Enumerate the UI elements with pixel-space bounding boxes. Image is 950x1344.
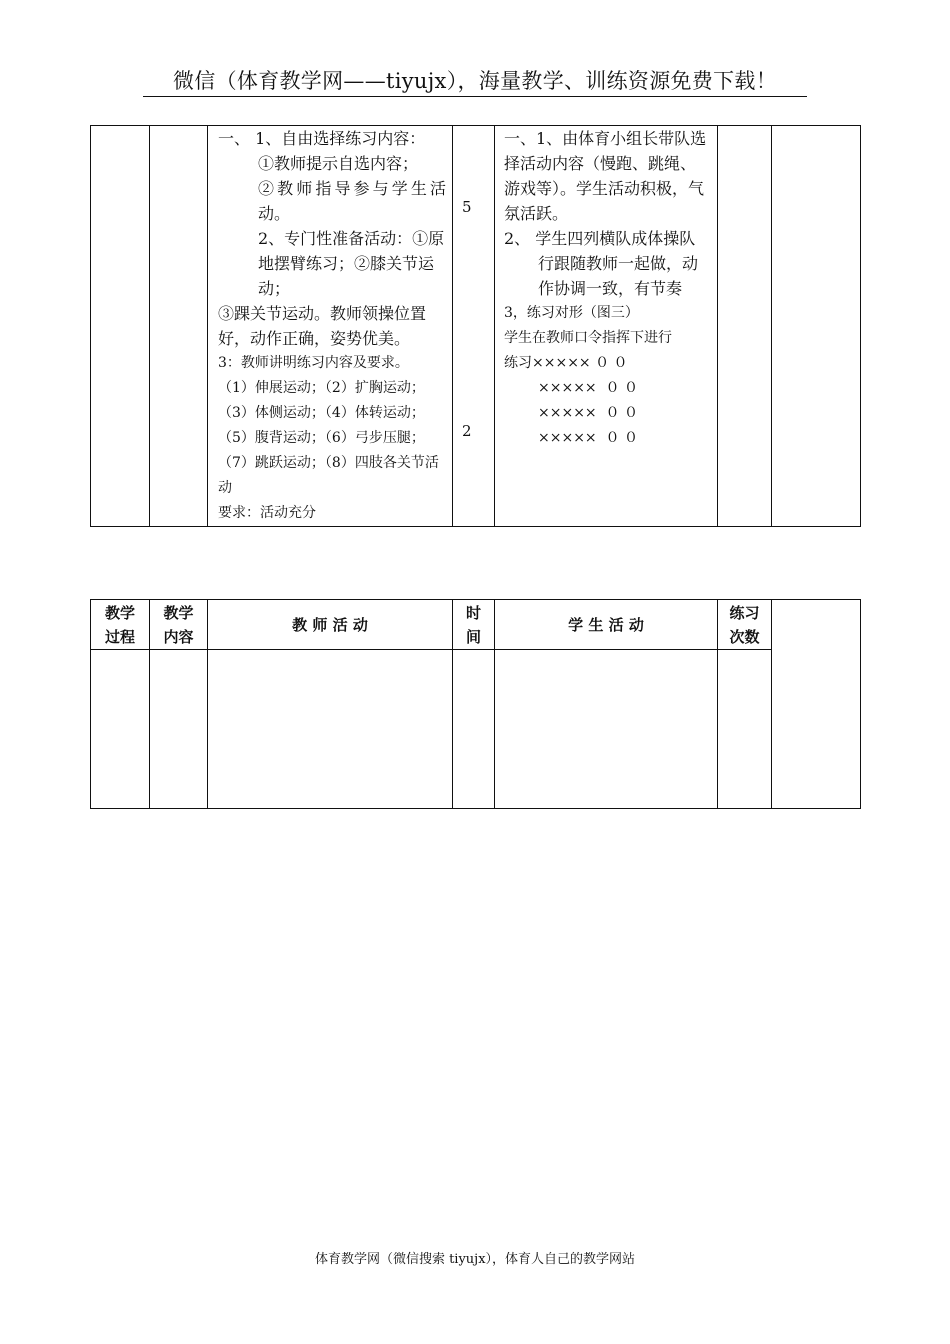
teacher-line: （1）伸展运动；（2）扩胸运动；	[218, 380, 425, 396]
teacher-line: ③踝关节运动。教师领操位置好，动作正确，姿势优美。	[218, 304, 427, 348]
teacher-line: 要求：活动充分	[218, 505, 316, 521]
lesson-table	[90, 599, 861, 809]
empty-cell	[208, 650, 453, 809]
formation-line: ××××× ０ ０	[538, 380, 639, 396]
header-teacher-activity: 教 师 活 动	[208, 600, 453, 650]
lesson-table-continued	[90, 125, 861, 527]
formation-line: ××××× ０ ０	[538, 405, 639, 421]
student-line: 一、1、由体育小组长带队选择活动内容（慢跑、跳绳、游戏等）。学生活动积极，气氛活跃。	[504, 129, 707, 223]
student-line: 3，练习对形（图三）	[504, 305, 639, 321]
empty-cell	[495, 650, 718, 809]
time-value: 2	[462, 422, 472, 440]
notes-cell	[772, 126, 861, 527]
page-header: 微信（体育教学网——tiyujx），海量教学、训练资源免费下载！	[143, 66, 807, 97]
teacher-activity-cell	[208, 126, 453, 527]
process-cell	[91, 126, 150, 527]
teacher-line: ②教师指导参与学生活动。	[258, 179, 446, 223]
empty-cell	[718, 650, 772, 809]
header-practice-count: 练习次数	[718, 600, 772, 650]
teacher-line: （5）腹背运动；（6）弓步压腿；	[218, 430, 425, 446]
student-line: 2、 学生四列横队成体操队行跟随教师一起做，动作协调一致，有节奏	[504, 229, 699, 298]
teacher-line: ①教师提示自选内容；	[258, 154, 419, 173]
notes-column	[772, 600, 861, 809]
teacher-line: 2、专门性准备活动：①原地摆臂练习；②膝关节运动；	[258, 229, 445, 298]
time-value: 5	[462, 198, 472, 216]
header-time: 时间	[453, 600, 495, 650]
teacher-line: 一、 1、自由选择练习内容：	[218, 129, 426, 148]
empty-cell	[91, 650, 150, 809]
content-cell	[150, 126, 208, 527]
formation-line: 练习××××× ０ ０	[504, 355, 628, 371]
student-activity-cell	[495, 126, 718, 527]
student-line: 学生在教师口令指挥下进行	[504, 330, 672, 346]
teacher-line: （3）体侧运动；（4）体转运动；	[218, 405, 425, 421]
teacher-line: 3：教师讲明练习内容及要求。	[218, 355, 409, 371]
practice-count-cell	[718, 126, 772, 527]
teacher-line: （7）跳跃运动；（8）四肢各关节活动	[218, 455, 439, 496]
header-student-activity: 学 生 活 动	[495, 600, 718, 650]
empty-cell	[150, 650, 208, 809]
page-footer: 体育教学网（微信搜索 tiyujx），体育人自己的教学网站	[314, 1252, 636, 1267]
time-cell	[453, 126, 495, 527]
empty-cell	[453, 650, 495, 809]
header-teaching-content: 教学内容	[150, 600, 208, 650]
header-teaching-process: 教学过程	[91, 600, 150, 650]
formation-line: ××××× ０ ０	[538, 430, 639, 446]
